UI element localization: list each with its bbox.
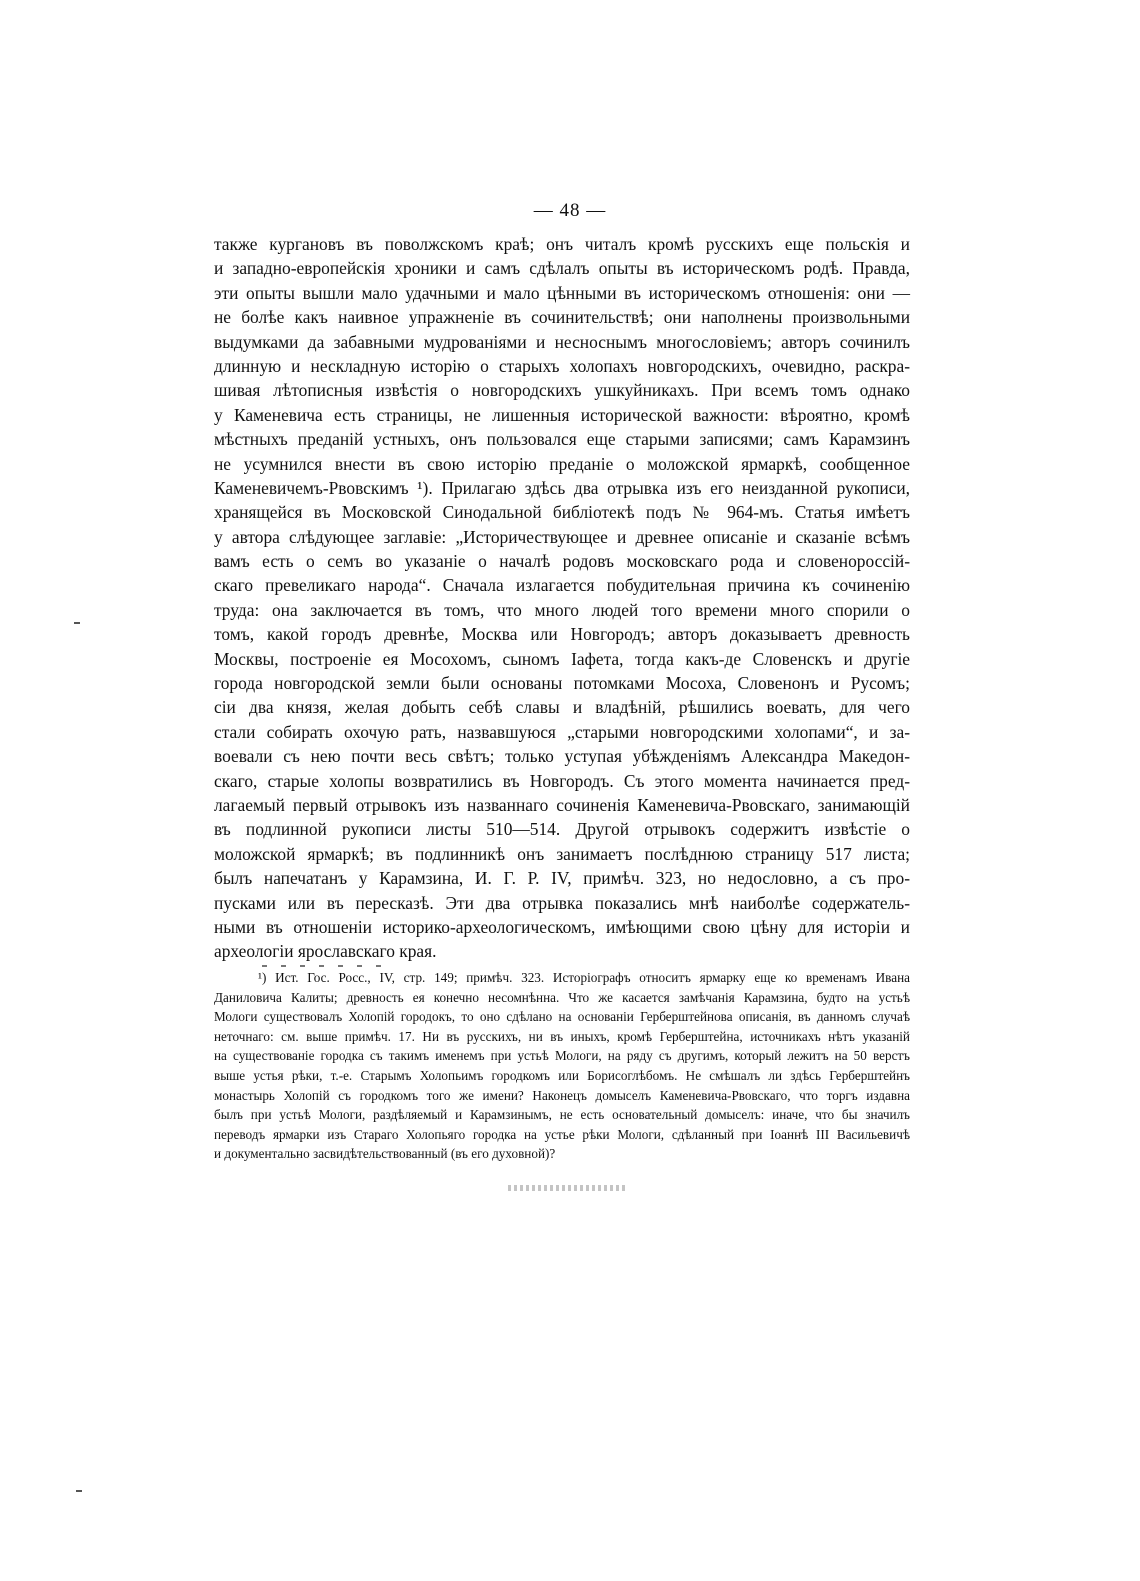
text-line: вамъ есть о семъ во указаніе о началѣ родовъ московскаго рода и словенороссій- <box>214 551 910 572</box>
text-line: лагаемый первый отрывокъ изъ названнаго сочиненія Каменевича-Рвовскаго, занимающій <box>214 794 910 815</box>
footnote-line: Даниловича Калиты; древность ея конечно несомнѣнна. Что же касается замѣчанія Карамзина, будто на устьѣ <box>214 989 910 1005</box>
text-line: и западно-европейскія хроники и самъ сдѣлалъ опыты въ историческомъ родѣ. Правда, <box>214 258 910 279</box>
text-line: пусками или въ пересказѣ. Эти два отрывка показались мнѣ наиболѣе содержатель- <box>214 892 910 913</box>
footnotes <box>214 968 910 1164</box>
footnote-line: на существованіе городка съ такимъ именемъ при устьѣ Мологи, на ряду съ другимъ, который лежитъ на 50 верстъ <box>214 1048 910 1064</box>
footnote-separator <box>262 957 422 963</box>
text-line: у Каменевича есть страницы, не лишенныя исторической важности: вѣроятно, кромѣ <box>214 404 910 425</box>
footnote-line: Мологи существовалъ Холопій городокъ, то оно сдѣлано на основаніи Герберштейнова описанія, въ данномъ случаѣ <box>214 1009 910 1025</box>
text-line: ными въ отношеніи историко-археологическомъ, имѣющими свою цѣну для исторіи и <box>214 916 910 937</box>
text-line: моложской ярмаркѣ; въ подлинникѣ онъ занимаетъ послѣднюю страницу 517 листа; <box>214 843 910 864</box>
text-line: былъ напечатанъ у Карамзина, И. Г. Р. IV, примѣч. 323, но недословно, а съ про- <box>214 868 910 889</box>
footnote-line: переводъ ярмарки изъ Стараго Холопьяго городка на устье рѣки Мологи, сдѣланный при Іоаннѣ III Васильевичѣ <box>214 1126 910 1142</box>
text-line: стали собирать охочую рать, назвавшуюся „старыми новгородскими холопами“, и за- <box>214 721 910 742</box>
text-line: не усумнился внести въ свою исторію преданіе о моложской ярмаркѣ, сообщенное <box>214 453 910 474</box>
margin-mark <box>76 1490 82 1492</box>
footnote-line: выше устья рѣки, т.-е. Старымъ Холопьимъ городкомъ или Борисоглѣбомъ. Не смѣшалъ ли здѣсь Герберштейнъ <box>214 1067 910 1083</box>
page-number: — 48 — <box>533 200 607 221</box>
text-line: города новгородской земли были основаны потомками Мосоха, Словенонъ и Русомъ; <box>214 673 910 694</box>
text-line: томъ, какой городъ древнѣе, Москва или Новгородъ; авторъ доказываетъ древность <box>214 624 910 645</box>
main-text <box>214 232 910 964</box>
text-line: хранящейся въ Московской Синодальной библіотекѣ подъ № 964-мъ. Статья имѣетъ <box>214 502 910 523</box>
footnote-line: былъ при устьѣ Мологи, раздѣляемый и Карамзинымъ, не есть основательный домыселъ: иначе, что бы значилъ <box>214 1107 910 1123</box>
footnote-line: и документально засвидѣтельствованный (въ его духовной)? <box>214 1146 556 1162</box>
text-line: длинную и нескладную исторію о старыхъ холопахъ новгородскихъ, очевидно, раскра- <box>214 355 910 376</box>
text-line: также кургановъ въ поволжскомъ краѣ; онъ читалъ кромѣ русскихъ еще польскія и <box>214 234 910 254</box>
text-line: у автора слѣдующее заглавіе: „Историчествующее и древнее описаніе и сказаніе всѣмъ <box>214 526 910 547</box>
text-line: въ подлинной рукописи листы 510—514. Другой отрывокъ содержитъ извѣстіе о <box>214 819 910 840</box>
text-line: скаго превеликаго народа“. Сначала излагается побудительная причина къ сочиненію <box>214 575 910 596</box>
text-line: воевали съ нею почти весь свѣтъ; только уступая убѣжденіямъ Александра Македон- <box>214 746 910 767</box>
text-line: труда: она заключается въ томъ, что много людей того времени много спорили о <box>214 599 910 620</box>
text-line: шивая лѣтописныя извѣстія о новгородскихъ ушкуйникахъ. При всемъ томъ однако <box>214 380 910 401</box>
footnote-line: неточнаго: см. выше примѣч. 17. Ни въ русскихъ, ни въ иныхъ, кромѣ Герберштейна, источникахъ нѣтъ указаній <box>214 1028 910 1044</box>
footnote-line: ¹) Ист. Гос. Росс., IV, стр. 149; примѣч. 323. Исторіографъ относитъ ярмарку еще ко временамъ Ивана <box>258 970 910 985</box>
text-line: скаго, старые холопы возвратились въ Новгородъ. Съ этого момента начинается пред- <box>214 770 910 791</box>
footnote-line: монастырь Холопій съ городкомъ того же имени? Наконецъ домыселъ Каменевича-Рвовскаго, что торгъ издавна <box>214 1087 910 1103</box>
text-line: эти опыты вышли мало удачными и мало цѣнными въ историческомъ отношенія: они — <box>214 282 910 303</box>
text-line: археологіи ярославскаго края. <box>214 941 437 962</box>
text-line: выдумками да забавными мудрованіями и несноснымъ многословіемъ; авторъ сочинилъ <box>214 331 910 352</box>
margin-mark <box>74 622 80 624</box>
text-line: не болѣе какъ наивное упражненіе въ сочинительствѣ; они наполнены произвольными <box>214 307 910 328</box>
text-line: сіи два князя, желая добыть себѣ славы и владѣній, рѣшились воевать, для чего <box>214 697 910 718</box>
text-line: мѣстныхъ преданій устныхъ, онъ пользовался еще старыми записями; самъ Карамзинъ <box>214 429 910 450</box>
text-line: Москвы, построеніе ея Мосохомъ, сыномъ Іафета, тогда какъ-де Словенскъ и другіе <box>214 648 910 669</box>
end-ornament <box>508 1185 628 1191</box>
text-line: Каменевичемъ-Рвовскимъ ¹). Прилагаю здѣсь два отрывка изъ его неизданной рукописи, <box>214 477 910 498</box>
